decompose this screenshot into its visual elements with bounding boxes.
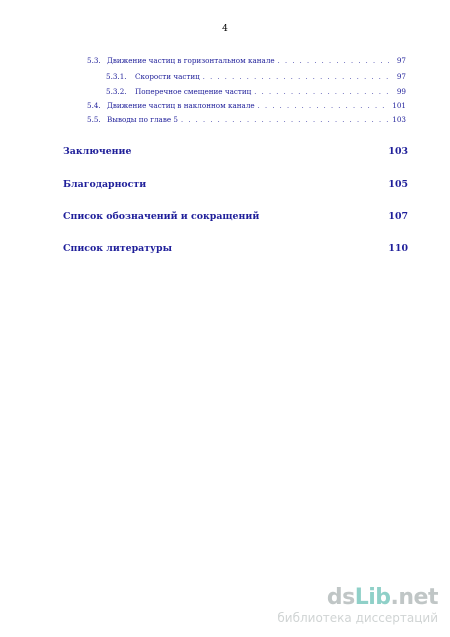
dot-leader	[203, 73, 389, 81]
toc-entry-page: 103	[392, 115, 406, 124]
toc-entry-page: 97	[396, 56, 406, 65]
watermark	[277, 587, 438, 625]
toc-entry-title: Скорости частиц	[135, 72, 200, 81]
toc-chapter-page: 110	[388, 243, 408, 254]
toc-entry-5-3[interactable]	[87, 56, 406, 65]
toc-entry-5-3-2[interactable]	[106, 87, 406, 96]
toc-chapter-title: Список обозначений и сокращений	[63, 211, 260, 222]
toc-chapter-page: 105	[388, 179, 408, 190]
dot-leader	[278, 57, 389, 65]
toc-entry-title: Поперечное смещение частиц	[135, 87, 252, 96]
page-number: 4	[222, 24, 228, 34]
toc-entry-5-4[interactable]	[87, 101, 406, 110]
toc-chapter-title: Заключение	[63, 146, 132, 157]
toc-chapter-acknowledgements[interactable]	[63, 179, 408, 190]
toc-chapter-page: 107	[388, 211, 408, 222]
toc-entry-number: 5.3.2.	[106, 87, 127, 96]
dot-leader	[254, 88, 389, 96]
toc-entry-number: 5.5.	[87, 115, 101, 124]
toc-chapter-title: Благодарности	[63, 179, 147, 190]
watermark-logo-ds: ds	[326, 585, 355, 610]
dot-leader	[258, 102, 389, 110]
toc-entry-title: Движение частиц в наклонном канале	[107, 101, 255, 110]
watermark-logo	[277, 587, 438, 609]
toc-entry-title: Движение частиц в горизонтальном канале	[107, 56, 275, 65]
toc-chapter-title: Список литературы	[63, 243, 173, 254]
toc-entry-number: 5.3.1.	[106, 72, 127, 81]
watermark-logo-lib: Lib	[354, 585, 391, 610]
dot-leader	[181, 116, 389, 124]
toc-entry-number: 5.3.	[87, 56, 101, 65]
watermark-subtitle: библиотека диссертаций	[277, 611, 438, 625]
toc-chapter-page: 103	[388, 146, 408, 157]
toc-chapter-conclusion[interactable]	[63, 146, 408, 157]
toc-entry-5-5[interactable]	[87, 115, 406, 124]
watermark-logo-net: .net	[390, 585, 438, 610]
toc-entry-page: 101	[392, 101, 406, 110]
toc-entry-5-3-1[interactable]	[106, 72, 406, 81]
toc-entry-page: 99	[396, 87, 406, 96]
toc-chapter-abbreviations[interactable]	[63, 211, 408, 222]
toc-entry-page: 97	[396, 72, 406, 81]
toc-entry-title: Выводы по главе 5	[107, 115, 178, 124]
toc-chapter-references[interactable]	[63, 243, 408, 254]
toc-entry-number: 5.4.	[87, 101, 101, 110]
